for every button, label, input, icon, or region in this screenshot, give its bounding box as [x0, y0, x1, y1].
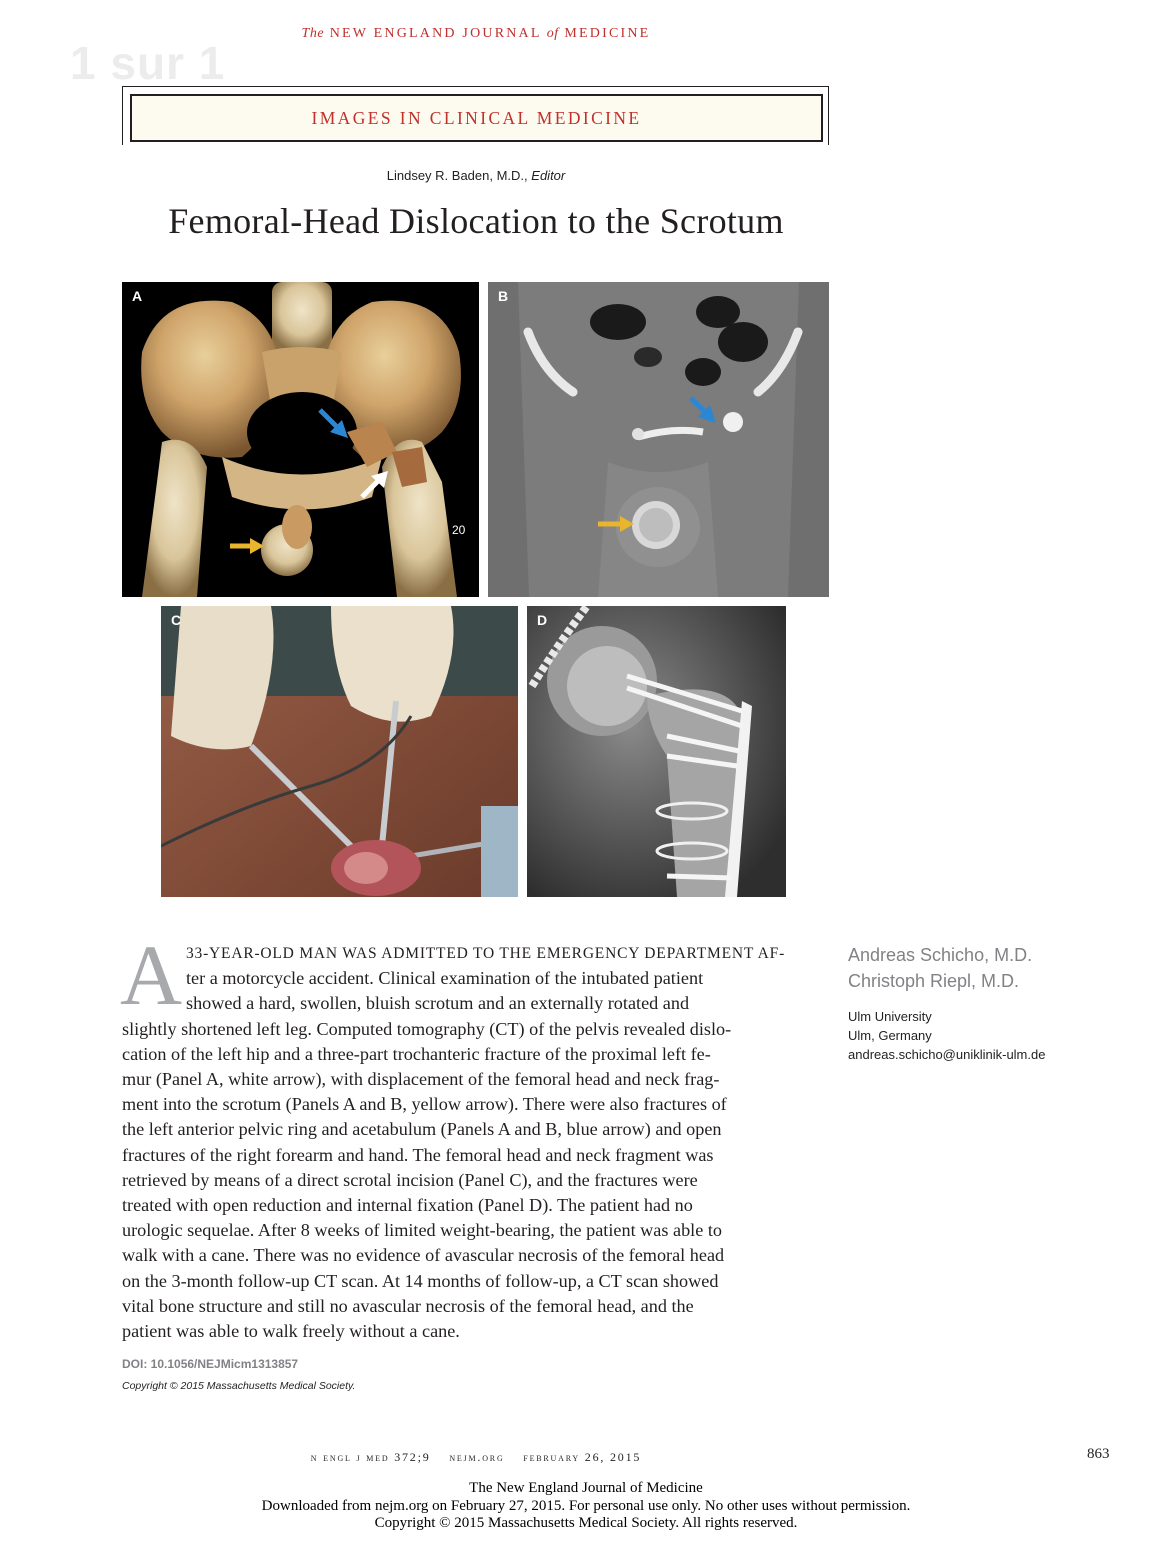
- body-line: treated with open reduction and internal fixation (Panel D). The patient had no: [122, 1195, 693, 1216]
- figure-panel-b: [488, 282, 829, 597]
- editor-role: Editor: [531, 168, 566, 183]
- section-banner-text: IMAGES IN CLINICAL MEDICINE: [311, 107, 642, 128]
- footer-website-link[interactable]: nejm.org: [449, 1450, 505, 1464]
- panel-label-a: A: [132, 288, 143, 304]
- page-count-watermark: 1 sur 1: [70, 37, 226, 89]
- page-number: 863: [1087, 1446, 1110, 1462]
- body-line: mur (Panel A, white arrow), with displacement of the femoral head and neck frag-: [122, 1069, 720, 1090]
- body-line: ter a motorcycle accident. Clinical examination of the intubated patient: [186, 968, 704, 989]
- article-body: [122, 941, 829, 1344]
- panel-label-d: D: [537, 612, 548, 628]
- figure-panel-a: [122, 282, 479, 597]
- coronal-ct-image: [488, 282, 829, 597]
- doi-link[interactable]: DOI: 10.1056/NEJMicm1313857: [122, 1357, 299, 1371]
- article-title: Femoral-Head Dislocation to the Scrotum: [168, 201, 784, 241]
- author-name: Christoph Riepl, M.D.: [848, 971, 1020, 991]
- journal-running-head: [0, 26, 952, 42]
- body-line: urologic sequelae. After 8 weeks of limited weight-bearing, the patient was able to: [122, 1220, 722, 1241]
- panel-label-b: B: [498, 288, 509, 304]
- download-copyright: Copyright © 2015 Massachusetts Medical Society. All rights reserved.: [374, 1515, 798, 1531]
- running-head-journal: NEW ENGLAND JOURNAL: [329, 26, 542, 41]
- figure-panel-d: [527, 606, 786, 897]
- copyright-notice: Copyright © 2015 Massachusetts Medical Society.: [122, 1380, 356, 1392]
- author-name: Andreas Schicho, M.D.: [848, 945, 1033, 965]
- image-annotation-text: 20: [452, 523, 466, 537]
- page-footer: [0, 1450, 952, 1465]
- footer-citation: n engl j med 372;9: [310, 1450, 431, 1464]
- body-line: retrieved by means of a direct scrotal incision (Panel C), and the fractures were: [122, 1169, 698, 1190]
- affiliation-location: Ulm, Germany: [848, 1028, 932, 1043]
- download-journal-name: The New England Journal of Medicine: [469, 1480, 703, 1496]
- author-email-link[interactable]: andreas.schicho@uniklinik-ulm.de: [848, 1047, 1046, 1062]
- author-affiliation: [848, 1007, 1045, 1064]
- author-list: [848, 942, 1032, 994]
- running-head-the: The: [301, 26, 325, 41]
- body-line: the left anterior pelvic ring and acetabulum (Panels A and B, blue arrow) and open: [122, 1119, 722, 1140]
- body-line-lead: [122, 941, 829, 966]
- body-line: showed a hard, swollen, bluish scrotum and an externally rotated and: [186, 993, 690, 1014]
- body-line: vital bone structure and still no avascular necrosis of the femoral head, and the: [122, 1295, 694, 1316]
- postoperative-radiograph: [527, 606, 786, 897]
- download-notice: [0, 1480, 1152, 1533]
- surgical-photo: [161, 606, 518, 897]
- affiliation-institution: Ulm University: [848, 1009, 932, 1024]
- body-line: walk with a cane. There was no evidence of avascular necrosis of the femoral head: [122, 1245, 725, 1266]
- footer-date: february 26, 2015: [523, 1450, 642, 1464]
- panel-label-c: C: [171, 612, 182, 628]
- download-terms: Downloaded from nejm.org on February 27, 2015. For personal use only. No other uses without permission.: [261, 1497, 911, 1514]
- body-line: cation of the left hip and a three-part trochanteric fracture of the proximal left fe-: [122, 1043, 711, 1064]
- body-line: on the 3-month follow-up CT scan. At 14 months of follow-up, a CT scan showed: [122, 1270, 719, 1291]
- body-line: patient was able to walk freely without a cane.: [122, 1321, 460, 1342]
- section-banner: [130, 94, 823, 142]
- body-line: slightly shortened left leg. Computed tomography (CT) of the pelvis revealed dislo-: [122, 1018, 732, 1039]
- running-head-medicine: MEDICINE: [564, 26, 651, 41]
- figure-panel-c: [161, 606, 518, 897]
- running-head-of: of: [546, 26, 559, 41]
- editor-credit: [0, 168, 952, 183]
- drop-cap: A: [120, 927, 183, 1023]
- pelvis-3d-ct-image: [122, 282, 479, 597]
- body-line: fractures of the right forearm and hand. The femoral head and neck fragment was: [122, 1144, 714, 1165]
- body-line: ment into the scrotum (Panels A and B, yellow arrow). There were also fractures of: [122, 1094, 727, 1115]
- lead-in-text: 33-YEAR-OLD MAN WAS ADMITTED TO THE EMERGENCY DEPARTMENT AF-: [186, 945, 786, 962]
- editor-name: Lindsey R. Baden, M.D.,: [386, 168, 528, 183]
